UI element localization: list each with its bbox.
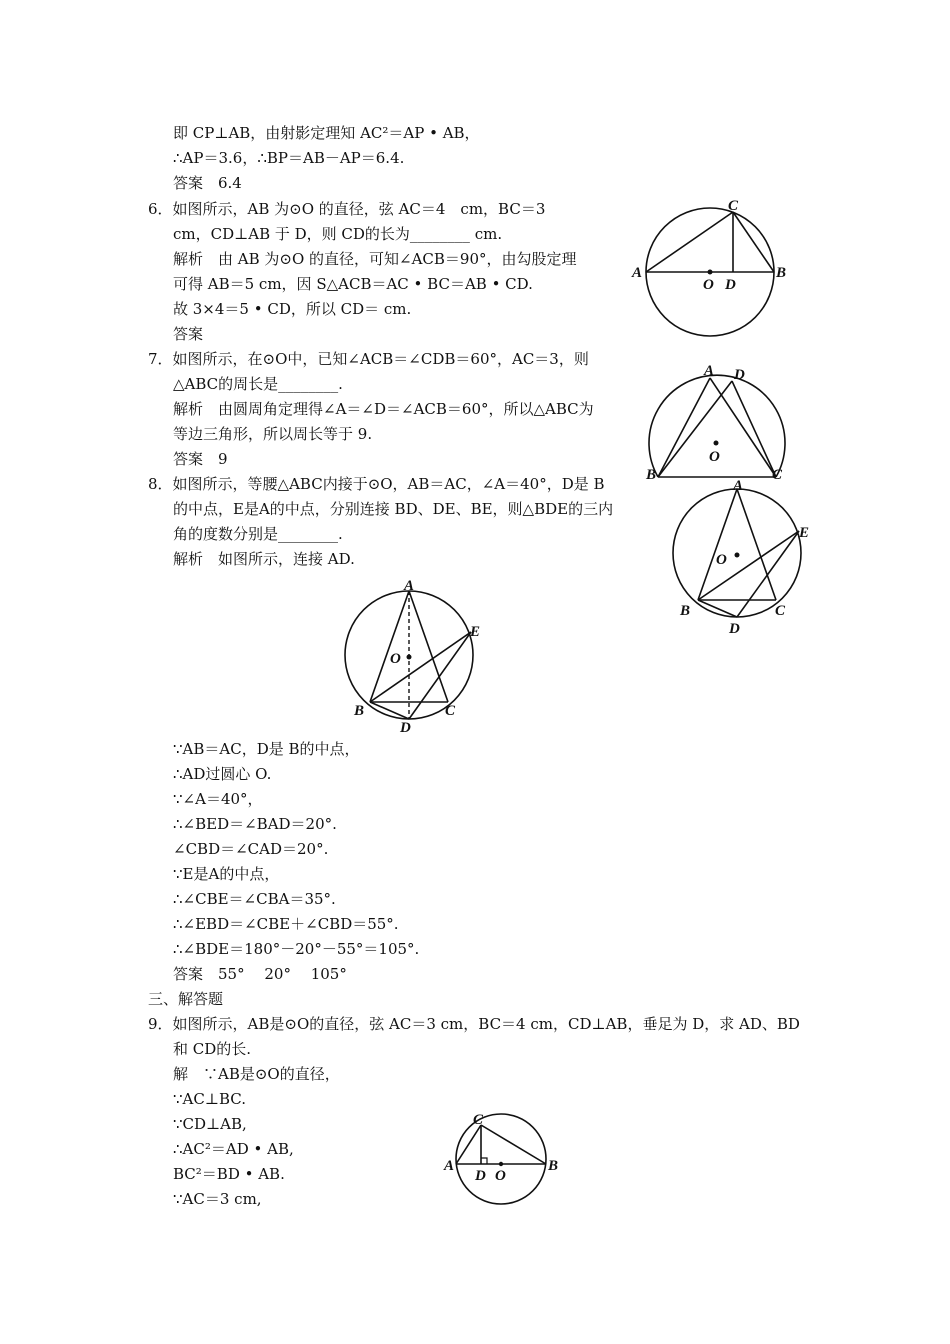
figure-q9 (440, 1108, 565, 1208)
label-e: E (470, 624, 481, 640)
label-e: E (799, 525, 810, 541)
text-line: 角的度数分别是________. (173, 525, 343, 543)
text-line: 答案 (173, 325, 204, 343)
label-c: C (473, 1112, 484, 1128)
label-a: A (632, 265, 643, 281)
text-line: 可得 AB＝5 cm，因 S△ACB＝AC • BC＝AB • CD. (173, 275, 533, 293)
text-line: ∴∠EBD＝∠CBE＋∠CBD＝55°. (173, 915, 399, 933)
text-line: 的中点，E是A的中点，分别连接 BD、DE、BE，则△BDE的三内 (173, 500, 614, 518)
text-line: 故 3×4＝5 • CD，所以 CD＝ cm. (173, 300, 412, 318)
text-line: ∴∠BED＝∠BAD＝20°. (173, 815, 337, 833)
text-line: 解析 由 AB 为⊙O 的直径，可知∠ACB＝90°，由勾股定理 (173, 250, 577, 268)
text-line: ∵AB＝AC，D是 B的中点， (173, 740, 360, 758)
question-8: 8．如图所示，等腰△ABC内接于⊙O，AB＝AC，∠A＝40°，D是 B (148, 475, 605, 493)
label-d: D (475, 1168, 486, 1184)
label-o: O (390, 651, 401, 667)
figure-q6 (628, 195, 798, 340)
text-line: △ABC的周长是________. (173, 375, 343, 393)
text-line: ∴∠BDE＝180°－20°－55°＝105°. (173, 940, 420, 958)
question-9: 9．如图所示，AB是⊙O的直径，弦 AC＝3 cm，BC＝4 cm，CD⊥AB，垂足为 D，求 AD、BD (148, 1015, 800, 1033)
figure-q7 (640, 360, 790, 480)
label-d: D (725, 277, 736, 293)
label-c: C (728, 198, 739, 214)
label-c: C (772, 467, 783, 480)
question-6: 6．如图所示，AB 为⊙O 的直径，弦 AC＝4 cm，BC＝3 (148, 200, 546, 218)
label-b: B (354, 703, 365, 719)
text-line: 即 CP⊥AB，由射影定理知 AC²＝AP • AB， (173, 124, 480, 142)
label-o: O (703, 277, 714, 293)
label-d: D (400, 720, 411, 735)
label-o: O (716, 552, 727, 568)
label-a: A (733, 478, 744, 494)
label-o: O (709, 449, 720, 465)
text-line: ∵CD⊥AB, (173, 1115, 247, 1133)
text-line: ∴∠CBE＝∠CBA＝35°. (173, 890, 336, 908)
label-o: O (495, 1168, 506, 1184)
label-b: B (680, 603, 691, 619)
text-line: 等边三角形，所以周长等于 9. (173, 425, 373, 443)
label-a: A (444, 1158, 455, 1174)
label-a: A (404, 578, 415, 594)
text-line: ∴AC²＝AD • AB, (173, 1140, 294, 1158)
label-d: D (734, 367, 745, 383)
text-line: 答案 55° 20° 105° (173, 965, 347, 983)
text-line: ∴AP＝3.6，∴BP＝AB－AP＝6.4. (173, 149, 405, 167)
text-line: 解析 如图所示，连接 AD. (173, 550, 355, 568)
text-line: 答案 6.4 (173, 174, 242, 192)
section-heading: 三、解答题 (148, 990, 224, 1008)
label-b: B (646, 467, 657, 480)
text-line: ∴AD过圆心 O. (173, 765, 272, 783)
text-line: ∵E是A的中点， (173, 865, 280, 883)
text-line: ∵AC＝3 cm, (173, 1190, 262, 1208)
text-line: cm，CD⊥AB 于 D，则 CD的长为________ cm. (173, 225, 503, 243)
text-line: ∠CBD＝∠CAD＝20°. (173, 840, 329, 858)
text-line: 解 ∵AB是⊙O的直径， (173, 1065, 340, 1083)
text-line: ∵AC⊥BC. (173, 1090, 246, 1108)
text-line: ∵∠A＝40°， (173, 790, 263, 808)
text-line: BC²＝BD • AB. (173, 1165, 285, 1183)
text-line: 和 CD的长. (173, 1040, 252, 1058)
figure-q8-analysis (340, 575, 490, 735)
text-line: 解析 由圆周角定理得∠A＝∠D＝∠ACB＝60°，所以△ABC为 (173, 400, 594, 418)
label-b: B (548, 1158, 559, 1174)
label-b: B (776, 265, 787, 281)
label-c: C (445, 703, 456, 719)
figure-q8-right (668, 475, 818, 640)
label-c: C (775, 603, 786, 619)
label-a: A (704, 363, 715, 379)
text-line: 答案 9 (173, 450, 228, 468)
question-7: 7．如图所示，在⊙O中，已知∠ACB＝∠CDB＝60°，AC＝3，则 (148, 350, 589, 368)
label-d: D (729, 621, 740, 637)
